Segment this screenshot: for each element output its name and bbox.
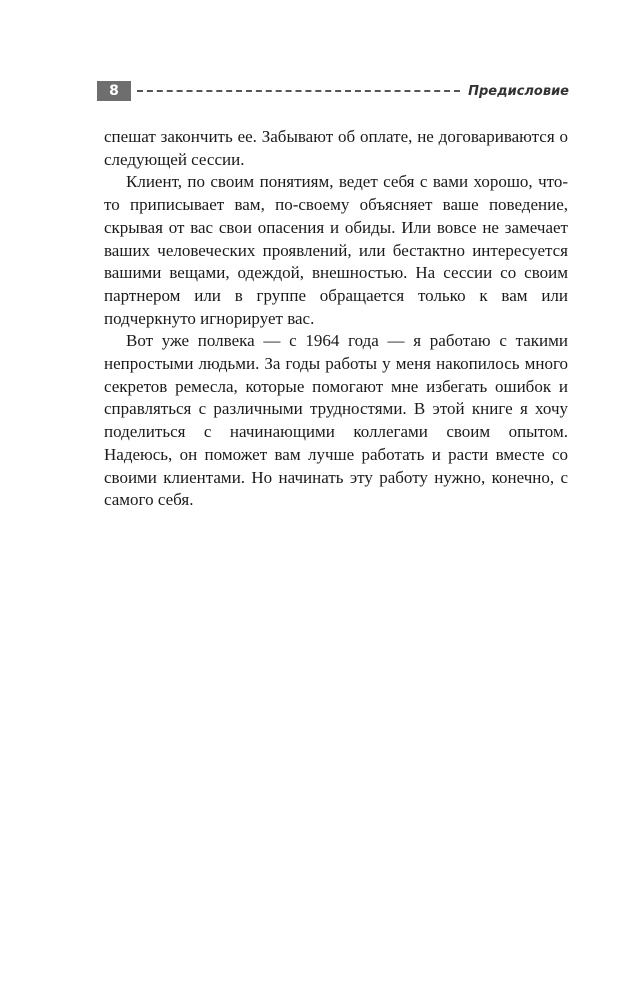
- running-header: [97, 80, 569, 102]
- paragraph-client-behavior: Клиент, по своим понятиям, ведет себя с вами хорошо, что-то приписывает вам, по-своему объясняет ваше поведение, скрывая от вас свои опасения и обиды. Или вовсе не замечает ваших человеческих проявлений, или бестактно интересуется вашими вещами, одеждой, внешностью. На сессии со своим партнером или в группе обращается только к вам или подчеркнуто игнорирует вас.: [104, 172, 568, 328]
- page-number: 8: [97, 81, 131, 101]
- paragraph-author-experience: Вот уже полвека — с 1964 года — я работаю с такими непростыми людьми. За годы работы у меня накопилось много секретов ремесла, которые помогают мне избегать ошибок и справляться с различными трудностями. В этой книге я хочу поделиться с начинающими коллегами своим опытом. Надеюсь, он поможет вам лучше работать и расти вместе со своими клиентами. Но начинать эту работу нужно, конечно, с самого себя.: [104, 331, 568, 510]
- header-dashed-rule: [137, 90, 460, 92]
- section-title: Предисловие: [468, 83, 569, 99]
- paragraph-continuation: спешат закончить ее. Забывают об оплате, не договариваются о следующей сессии.: [104, 127, 568, 169]
- body-text: [104, 126, 568, 512]
